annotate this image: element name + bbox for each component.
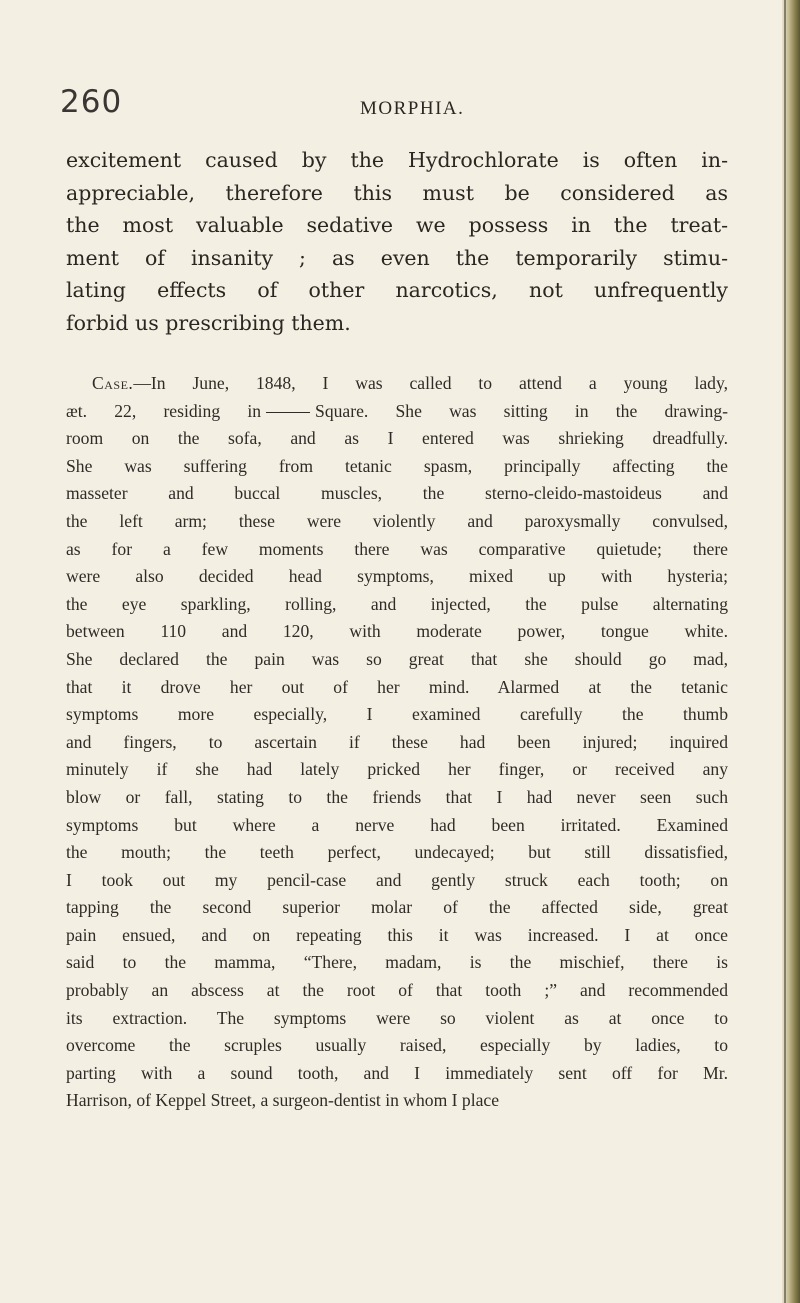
case-line: pain ensued, and on repeating this it was increased. I at once xyxy=(66,924,728,945)
page-number: 260 xyxy=(60,84,123,120)
case-line: blow or fall, stating to the friends that I had never seen such xyxy=(66,786,728,807)
case-line: room on the sofa, and as I entered was shrieking dreadfully. xyxy=(66,428,728,449)
case-first-line-text: —In June, 1848, I was called to attend a young lady, xyxy=(133,373,728,393)
case-second-line-start: æt. 22, residing in xyxy=(66,400,262,421)
case-line: symptoms but where a nerve had been irritated. Examined xyxy=(66,814,728,835)
page-header xyxy=(0,80,800,140)
case-line: Harrison, of Keppel Street, a surgeon-dentist in whom I place xyxy=(66,1090,500,1111)
case-line: as for a few moments there was comparative quietude; there xyxy=(66,538,728,559)
case-line: symptoms more especially, I examined carefully the thumb xyxy=(66,704,728,725)
case-line: its extraction. The symptoms were so violent as at once to xyxy=(66,1007,728,1028)
running-head: MORPHIA. xyxy=(360,98,465,119)
paragraph-line: excitement caused by the Hydrochlorate is often in- xyxy=(66,148,728,172)
paragraph-line: lating effects of other narcotics, not unfrequently xyxy=(66,278,728,302)
case-line: the mouth; the teeth perfect, undecayed; but still dissatisfied, xyxy=(66,842,728,863)
redacted-name-dash xyxy=(266,412,310,413)
case-line: overcome the scruples usually raised, especially by ladies, to xyxy=(66,1035,728,1056)
case-report xyxy=(66,370,728,1115)
paragraph-line: ment of insanity ; as even the temporarily stimu- xyxy=(66,245,728,270)
case-line: probably an abscess at the root of that tooth ;” and recommended xyxy=(66,980,728,1001)
case-line: tapping the second superior molar of the affected side, great xyxy=(66,897,728,918)
case-line: She was suffering from tetanic spasm, principally affecting the xyxy=(66,455,728,476)
main-paragraph xyxy=(66,144,728,339)
paragraph-line: appreciable, therefore this must be considered as xyxy=(66,180,728,205)
paragraph-line: the most valuable sedative we possess in the treat- xyxy=(66,213,728,237)
case-line: that it drove her out of her mind. Alarmed at the tetanic xyxy=(66,676,728,697)
case-line: the eye sparkling, rolling, and injected, the pulse alternating xyxy=(66,593,728,614)
case-line: I took out my pencil-case and gently struck each tooth; on xyxy=(66,869,728,890)
case-line: parting with a sound tooth, and I immediately sent off for Mr. xyxy=(66,1062,728,1083)
page-edge-line xyxy=(784,0,786,1303)
case-line: She declared the pain was so great that she should go mad, xyxy=(66,648,728,669)
case-line: were also decided head symptoms, mixed up with hysteria; xyxy=(66,566,728,587)
case-second-line-end: Square. She was sitting in the drawing- xyxy=(315,400,728,421)
case-line: minutely if she had lately pricked her finger, or received any xyxy=(66,759,728,780)
case-first-line xyxy=(66,370,728,398)
case-second-line xyxy=(66,398,728,426)
case-line: said to the mamma, “There, madam, is the mischief, there is xyxy=(66,952,728,973)
case-line: the left arm; these were violently and paroxysmally convulsed, xyxy=(66,510,728,531)
case-line: between 110 and 120, with moderate power, tongue white. xyxy=(66,621,728,642)
case-label: Case. xyxy=(92,373,134,393)
case-line: and fingers, to ascertain if these had been injured; inquired xyxy=(66,731,728,752)
paragraph-line: forbid us prescribing them. xyxy=(66,310,351,335)
case-line: masseter and buccal muscles, the sterno-cleido-mastoideus and xyxy=(66,483,728,504)
